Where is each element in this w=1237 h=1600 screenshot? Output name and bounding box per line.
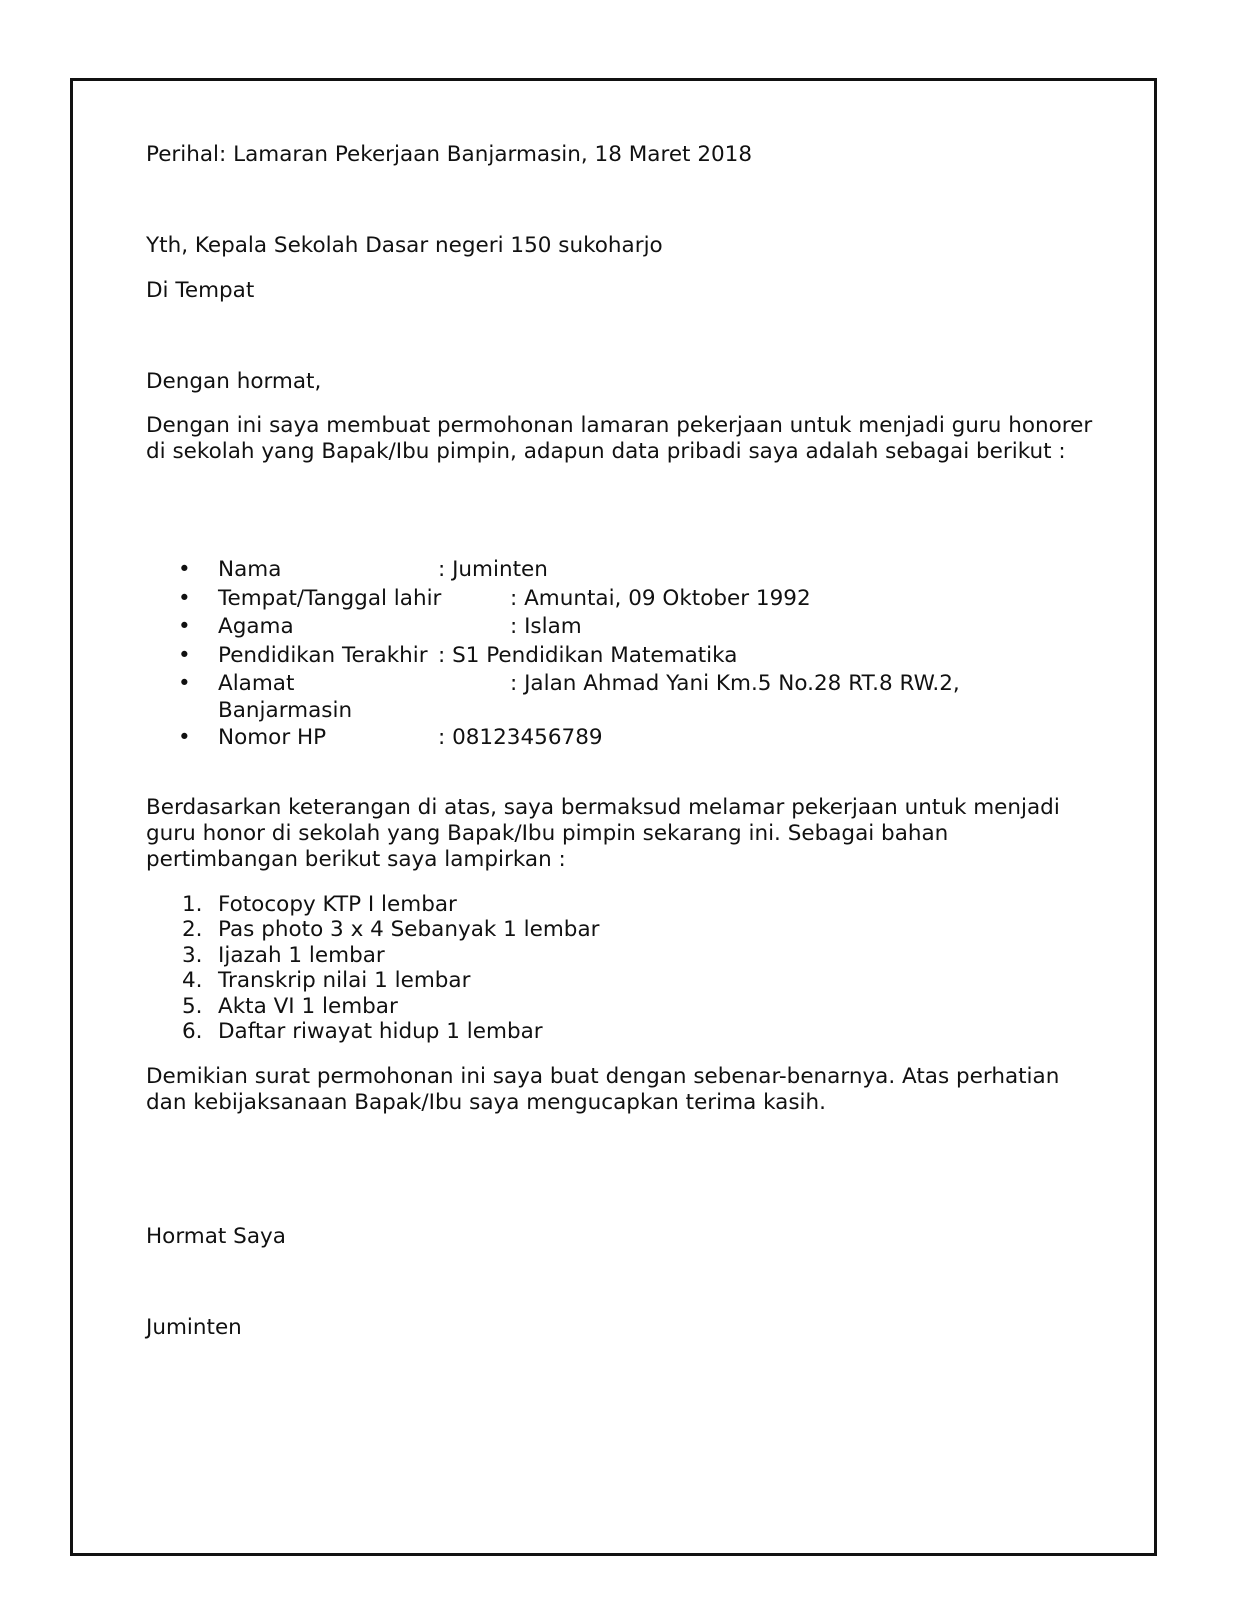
- bullet-icon: •: [178, 586, 191, 611]
- item-value: : Islam: [510, 614, 582, 639]
- item-label: Tempat/Tanggal lahir: [218, 586, 442, 611]
- item-label: Nama: [218, 557, 282, 582]
- signature-name: Juminten: [146, 1315, 242, 1340]
- bullet-icon: •: [178, 671, 191, 696]
- item-label: Pendidikan Terakhir: [218, 643, 428, 668]
- list-text: Fotocopy KTP I lembar: [218, 892, 457, 917]
- list-text: Ijazah 1 lembar: [218, 943, 385, 968]
- item-label: Alamat: [218, 671, 295, 696]
- bullet-icon: •: [178, 557, 191, 582]
- list-text: Daftar riwayat hidup 1 lembar: [218, 1019, 543, 1044]
- bullet-icon: •: [178, 643, 191, 668]
- item-value: : Amuntai, 09 Oktober 1992: [510, 586, 811, 611]
- item-value-continuation: Banjarmasin: [218, 698, 353, 723]
- subject-line: Perihal: Lamaran Pekerjaan Banjarmasin, 18 Maret 2018: [146, 142, 753, 167]
- sign-off: Hormat Saya: [146, 1224, 286, 1249]
- bullet-icon: •: [178, 725, 191, 750]
- closing-paragraph: Demikian surat permohonan ini saya buat dengan sebenar-benarnya. Atas perhatian dan kebijaksanaan Bapak/Ibu saya mengucapkan terima kasih.: [146, 1064, 1060, 1115]
- list-number: 2.: [182, 917, 203, 942]
- list-text: Akta VI 1 lembar: [218, 994, 398, 1019]
- greeting: Dengan hormat,: [146, 369, 322, 394]
- recipient-line: Yth, Kepala Sekolah Dasar negeri 150 sukoharjo: [146, 233, 663, 258]
- list-text: Pas photo 3 x 4 Sebanyak 1 lembar: [218, 917, 600, 942]
- body-paragraph: Berdasarkan keterangan di atas, saya bermaksud melamar pekerjaan untuk menjadi guru honor di sekolah yang Bapak/Ibu pimpin sekarang ini. Sebagai bahan pertimbangan berikut saya lampirkan :: [146, 795, 1060, 872]
- list-number: 1.: [182, 892, 203, 917]
- list-number: 5.: [182, 994, 203, 1019]
- item-value: : S1 Pendidikan Matematika: [438, 643, 738, 668]
- item-value: : Juminten: [438, 557, 548, 582]
- list-text: Transkrip nilai 1 lembar: [218, 968, 471, 993]
- item-label: Nomor HP: [218, 725, 327, 750]
- location-line: Di Tempat: [146, 278, 255, 303]
- intro-paragraph: Dengan ini saya membuat permohonan lamaran pekerjaan untuk menjadi guru honorer di sekolah yang Bapak/Ibu pimpin, adapun data pribadi saya adalah sebagai berikut :: [146, 413, 1093, 464]
- list-number: 3.: [182, 943, 203, 968]
- list-number: 6.: [182, 1019, 203, 1044]
- item-value: : Jalan Ahmad Yani Km.5 No.28 RT.8 RW.2,: [510, 671, 960, 696]
- list-number: 4.: [182, 968, 203, 993]
- item-label: Agama: [218, 614, 294, 639]
- item-value: : 08123456789: [438, 725, 603, 750]
- bullet-icon: •: [178, 614, 191, 639]
